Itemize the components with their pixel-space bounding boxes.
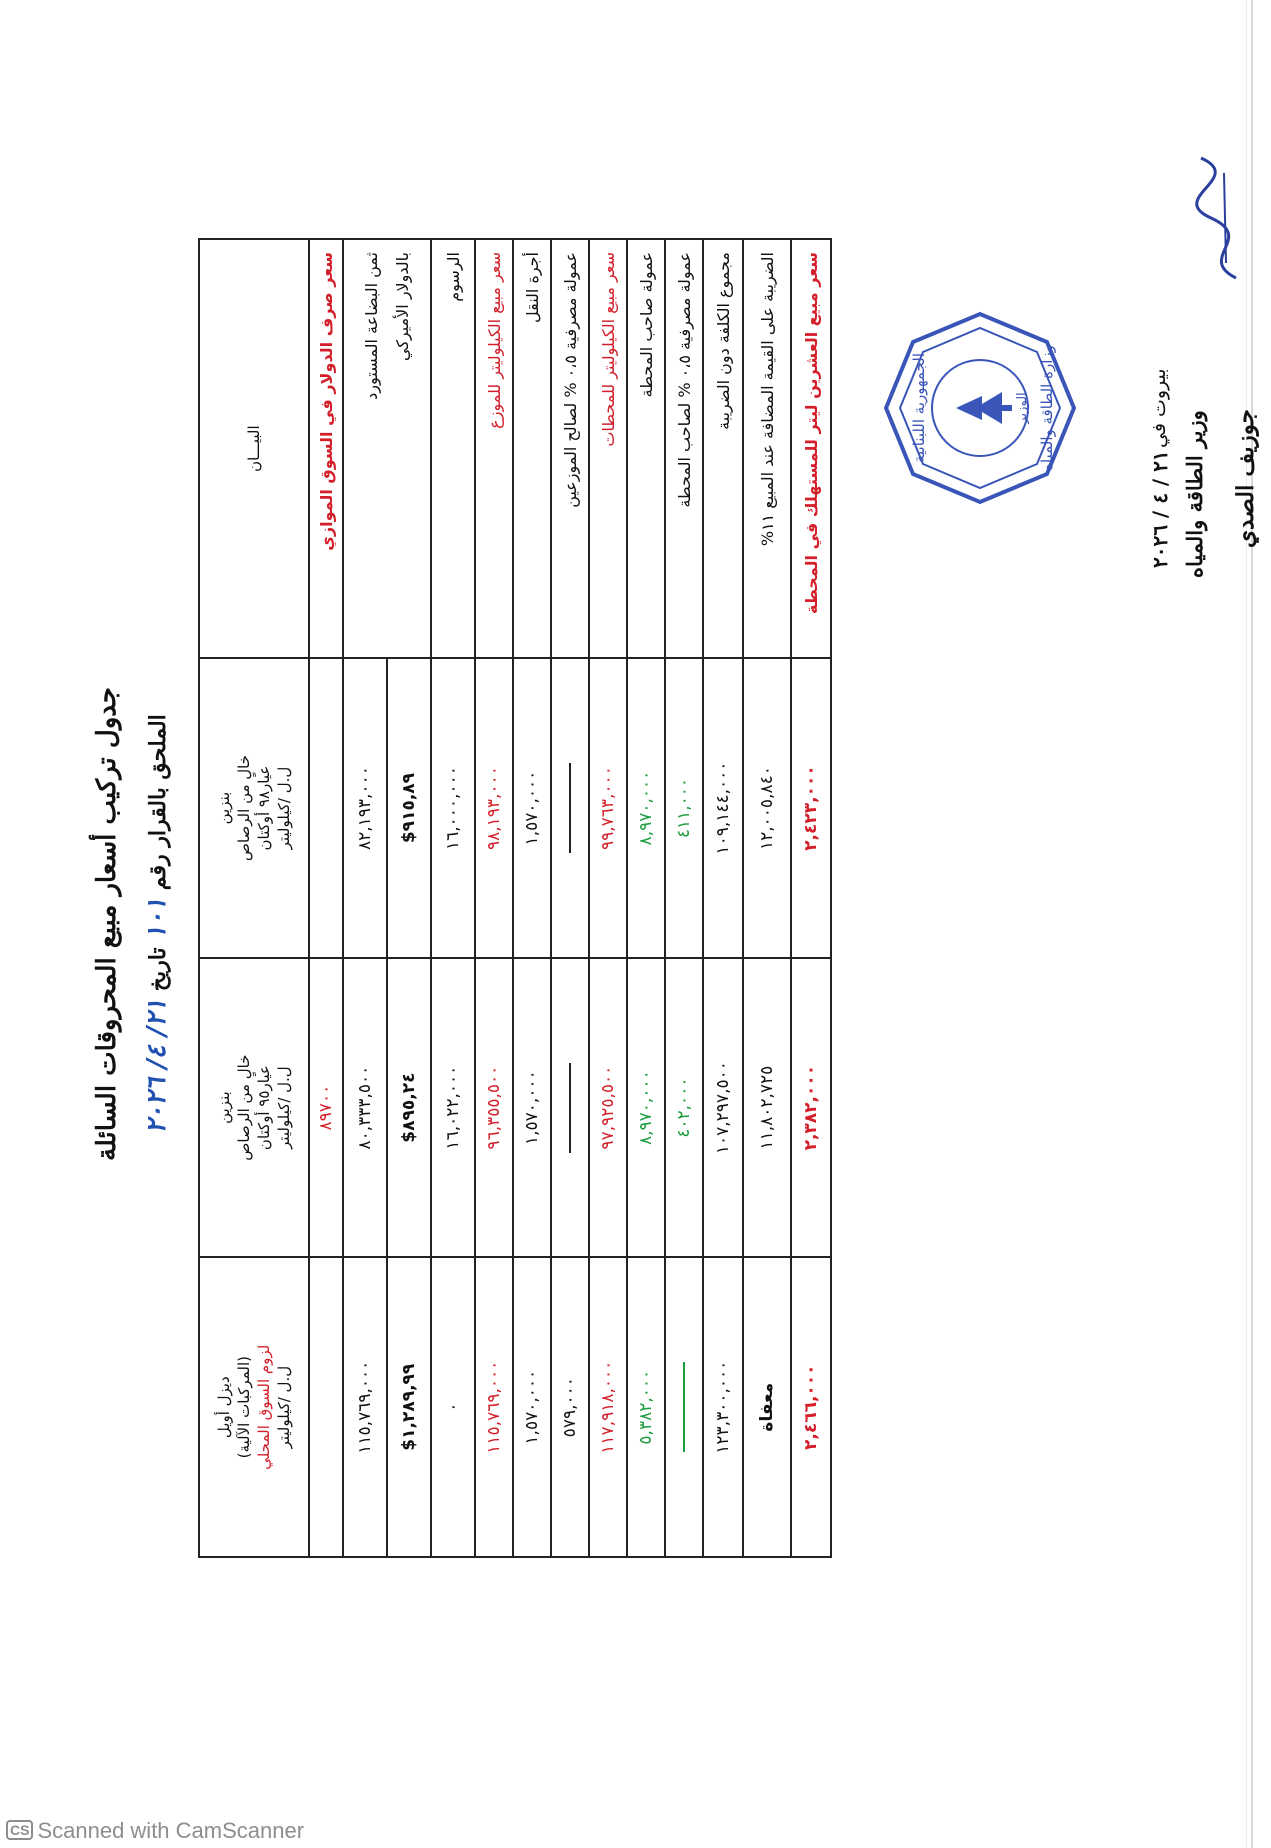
row-label-vat: الضريبة على القيمة المضافة عند المبيع ١١% [743,239,791,658]
cell-b98-total-cost: ١٠٩,١٤٤,٠٠٠ [703,658,743,958]
header-b95-line4: ل.ل /كيلوليتر [275,1066,294,1149]
decision-date: ٢١/ ٤/ ٢٠٢٦ [142,998,172,1134]
cell-b95-vat: ١١,٨٠٢,٧٢٥ [743,958,791,1258]
row-label-dist-price: سعر مبيع الكيلوليتر للموزع [475,239,513,658]
empty-dash [569,763,571,853]
header-diesel-line3: لزوم السوق المحلي [255,1344,273,1470]
cell-b98-vat: ١٢,٠٠٥,٨٤٠ [743,658,791,958]
header-b98-line4: ل.ل /كيلوليتر [275,766,294,850]
seal-text-top: الجمهورية اللبنانية [910,352,928,464]
row-label-fees: الرسوم [431,239,475,658]
footer-minister-name: جوزيف الصدي [1232,409,1259,548]
cell-b95-station-comm: ٨,٩٧٠,٠٠٠ [627,958,665,1258]
table-row [665,239,703,1557]
cell-b95-transport: ١,٥٧٠,٠٠٠ [513,958,551,1258]
header-b95-line3: عيار٩٥ أوكتان [255,1065,273,1151]
seal-text-bottom: وزارة الطاقة والمياه [1038,345,1056,471]
cell-b98-fees: ١٦,٠٠٠,٠٠٠ [431,658,475,958]
cell-b95-exchange: ٨٩٧٠٠ [309,958,343,1258]
document-title: جدول تركيب أسعار مبيع المحروقات السائلة [92,687,122,1161]
cedar-icon [956,392,1002,424]
row-label-exchange: سعر صرف الدولار في السوق الموازي [309,239,343,658]
row-label-goods-lbp: ثمن البضاعة المستورد [362,252,381,400]
document-subtitle [142,0,172,1848]
cell-b95-dist-price: ٩٦,٣٥٥,٥٠٠ [475,958,513,1258]
cell-b98-station-comm: ٨,٩٧٠,٠٠٠ [627,658,665,958]
camscanner-logo-icon: CS [6,1820,33,1840]
header-b98-line1: بنزين [214,791,233,825]
header-b95-line2: خالٍ من الرصاص [234,1054,253,1161]
cell-diesel-total-cost: ١٢٣,٣٠٠,٠٠٠ [703,1257,743,1557]
cell-diesel-vat: معفاة [743,1257,791,1557]
camscanner-watermark [6,1818,304,1844]
table-row [513,239,551,1557]
header-b98-line2: خالٍ من الرصاص [234,754,253,862]
row-label-goods-usd: بالدولار الأميركي [393,252,412,362]
cell-diesel-transport: ١,٥٧٠,٠٠٠ [513,1257,551,1557]
cell-b95-dist-bank [551,958,589,1258]
cell-b98-station-bank: ٤١١,٠٠٠ [665,658,703,958]
header-b98-line3: عيار٩٨ أوكتان [255,765,273,851]
cell-b95-total-cost: ١٠٧,٢٩٧,٥٠٠ [703,958,743,1258]
row-label-station-price: سعر مبيع الكيلوليتر للمحطات [589,239,627,658]
footer-date: ٢١ / ٤ / ٢٠٢٦ [1148,450,1172,568]
cell-diesel-dist-price: ١١٥,٧٦٩,٠٠٠ [475,1257,513,1557]
cell-b98-transport: ١,٥٧٠,٠٠٠ [513,658,551,958]
footer-city: بيروت في [1148,368,1170,448]
table-row [627,239,665,1557]
header-diesel-line2: (المركبات الآلية) [234,1356,253,1459]
table-row [791,239,831,1557]
cell-diesel-exchange [309,1257,343,1557]
cell-b95-goods-usd: ٨٩٥,٢٤$ [387,958,431,1258]
table-row [703,239,743,1557]
subtitle-prefix: الملحق بالقرار رقم [145,714,171,891]
header-b95-line1: بنزين [214,1091,233,1124]
seal-text-center: الوزير [1015,392,1030,424]
cell-b98-station-price: ٩٩,٧٦٣,٠٠٠ [589,658,627,958]
cell-b95-fees: ١٦,٠٢٢,٠٠٠ [431,958,475,1258]
cell-b98-consumer-price: ٢,٤٢٣,٠٠٠ [791,658,831,958]
cell-b98-goods-lbp: ٨٢,١٩٣,٠٠٠ [343,658,387,958]
row-label-consumer-price: سعر مبيع العشرين ليتر للمستهلك في المحطة [791,239,831,658]
row-label-transport: أجرة النقل [513,239,551,658]
table-row [475,239,513,1557]
cell-b98-exchange [309,658,343,958]
cell-b95-station-bank: ٤٠٢,٠٠٠ [665,958,703,1258]
cell-b98-dist-price: ٩٨,١٩٣,٠٠٠ [475,658,513,958]
cell-diesel-goods-usd: ١,٢٨٩,٩٩$ [387,1257,431,1557]
cell-b98-dist-bank [551,658,589,958]
row-label-total-cost: مجموع الكلفة دون الضريبة [703,239,743,658]
header-benzine-95 [199,958,309,1258]
date-label: تاريخ [145,947,171,992]
row-label-goods [343,239,431,658]
cell-b95-station-price: ٩٧,٩٢٥,٥٠٠ [589,958,627,1258]
cell-diesel-fees: ٠ [431,1257,475,1557]
table-row [309,239,343,1557]
empty-dash [569,1063,571,1153]
row-label-dist-bank: عمولة مصرفية ٠،٥ % لصالح الموزعين [551,239,589,658]
table-row [743,239,791,1557]
cell-b98-goods-usd: ٩١٥,٨٩$ [387,658,431,958]
header-diesel-line4: ل.ل /كيلوليتر [275,1365,294,1449]
row-label-station-comm: عمولة صاحب المحطة [627,239,665,658]
cell-diesel-station-comm: ٥,٣٨٢,٠٠٠ [627,1257,665,1557]
table-row [431,239,475,1557]
decision-number: ١٠١ [142,897,172,940]
fuel-price-table [198,238,832,1558]
table-row [551,239,589,1557]
table-row [343,239,387,1557]
header-diesel-line1: ديزل أويل [214,1376,233,1439]
cell-b95-consumer-price: ٢,٣٨٢,٠٠٠ [791,958,831,1258]
header-benzine-98 [199,658,309,958]
cell-diesel-dist-bank: ٥٧٩,٠٠٠ [551,1257,589,1557]
camscanner-text: Scanned with CamScanner [37,1818,305,1843]
empty-dash [683,1362,685,1452]
cell-b95-goods-lbp: ٨٠,٣٣٣,٥٠٠ [343,958,387,1258]
header-label: البيـــان [199,239,309,658]
cell-diesel-goods-lbp: ١١٥,٧٦٩,٠٠٠ [343,1257,387,1557]
footer-minister-title: وزير الطاقة والمياه [1182,410,1207,578]
header-row [199,239,309,1557]
cell-diesel-station-price: ١١٧,٩١٨,٠٠٠ [589,1257,627,1557]
cell-diesel-station-bank [665,1257,703,1557]
table-row [589,239,627,1557]
cell-diesel-consumer-price: ٢,٤٦٦,٠٠٠ [791,1257,831,1557]
ministry-seal [880,308,1080,508]
row-label-station-bank: عمولة مصرفية ٠،٥ % لصاحب المحطة [665,239,703,658]
header-diesel [199,1257,309,1557]
signature [1186,148,1256,288]
